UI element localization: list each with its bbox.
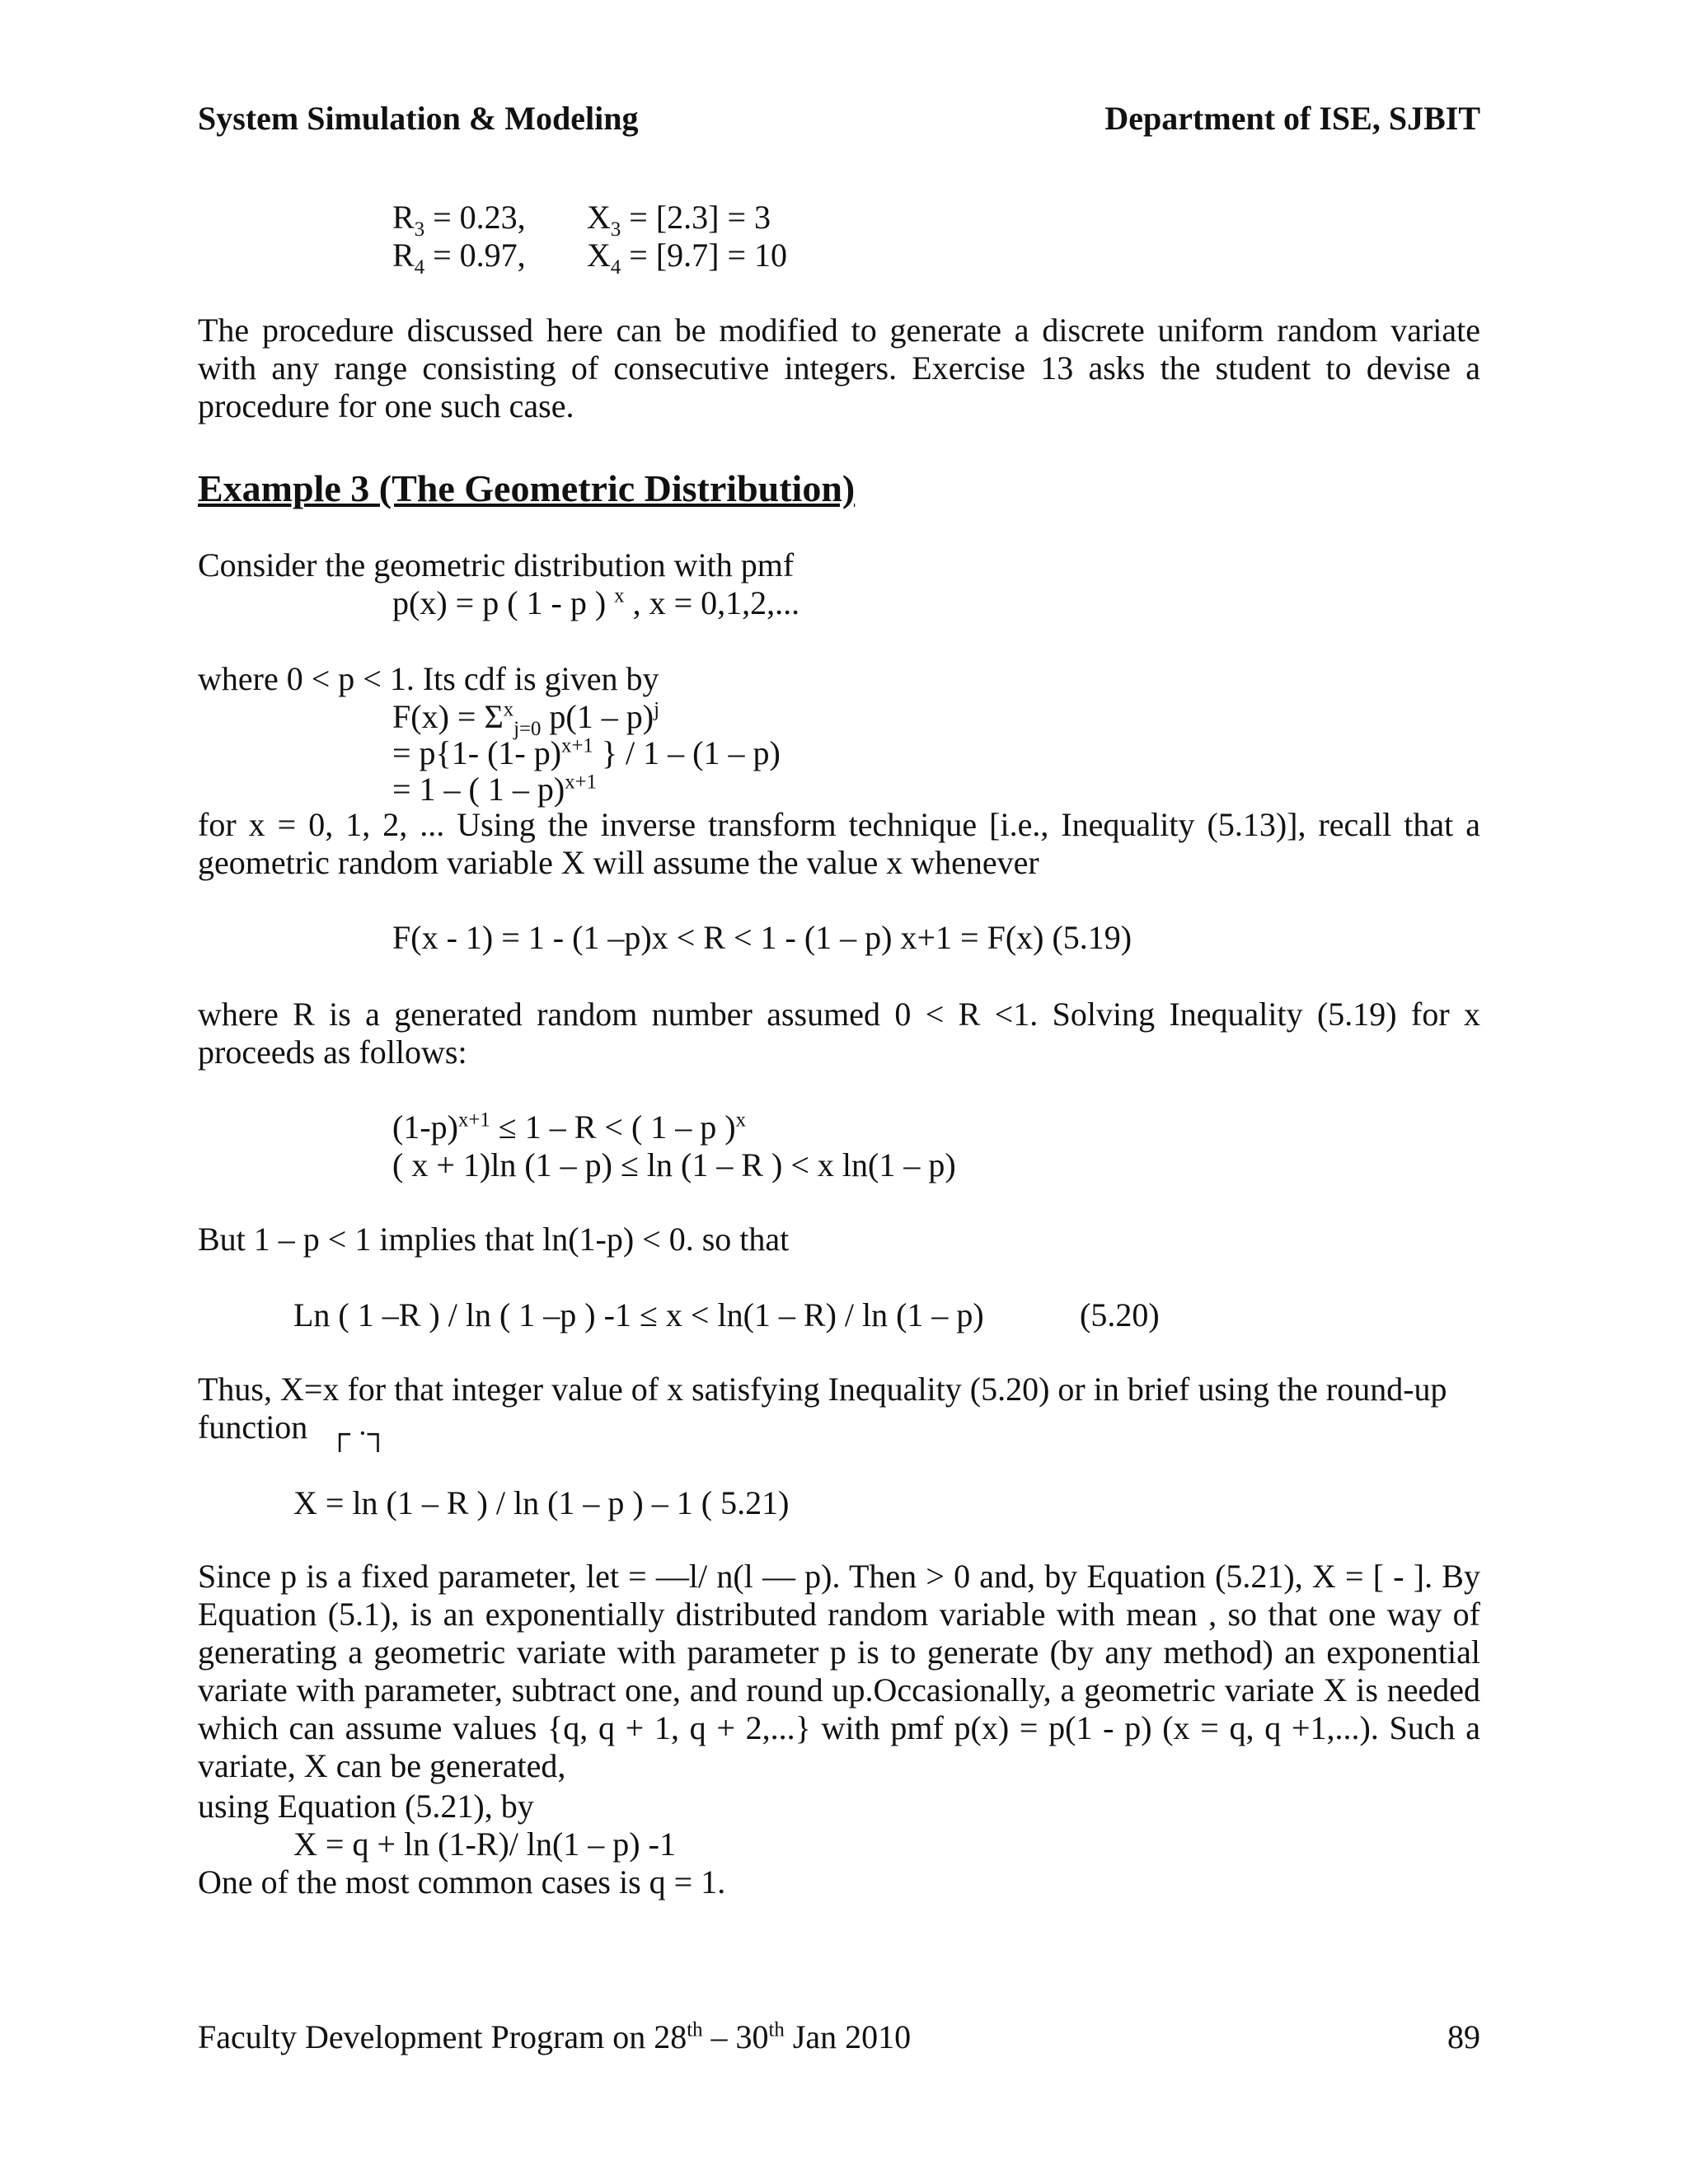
section-heading: Example 3 (The Geometric Distribution) [198,467,856,509]
paragraph-inverse-transform: for x = 0, 1, 2, ... Using the inverse transform technique [i.e., Inequality (5.13)], recall that a geometric random variable X will assume the value x whenever [198,806,1480,881]
paragraph-exponential-variate: Since p is a fixed parameter, let = —l/ n(l — p). Then > 0 and, by Equation (5.21), X = [ - ]. By Equation (5.1), is an exponentially distributed random variable with mean , so that one way of generating a geometric variate with parameter p is to generate (by any method) an exponential variate with parameter, subtract one, and round up.Occasionally, a geometric variate X is needed which can assume values {q, q + 1, q + 2,...} with pmf p(x) = p(1 - p) (x = q, q +1,...). Such a variate, X can be generated, [198,1558,1480,1784]
x3-value: $X_3 = [2.3] = 3$ [587,199,771,241]
inequality-line-1: $(1-p)^{x+1} \le 1 - R$ < ( 1 – p )$^x$ [392,1108,747,1146]
paragraph-round-up-line-2: function ┌ ·┐ [198,1408,389,1450]
paragraph-using-equation: using Equation (5.21), by [198,1788,534,1825]
x4-value: $X_4 = [9.7] = 10$ [587,237,788,279]
footer-program: Faculty Development Program on 28th – 30th Jan 2010 [198,2018,912,2055]
equation-5-20: Ln ( 1 –R ) / ln ( 1 –p ) -1 ≤ x < ln(1 – R) / ln (1 – p) [293,1296,984,1333]
round-up-symbol: ┌ ·┐ [329,1417,389,1450]
paragraph-discrete-uniform: The procedure discussed here can be modified to generate a discrete uniform random variate with any range consisting of consecutive integers. Exercise 13 asks the student to devise a procedure for one such case. [198,312,1480,424]
paragraph-common-case: One of the most common cases is q = 1. [198,1863,726,1900]
equation-5-21: X = ln (1 – R ) / ln (1 – p ) – 1 ( 5.21) [293,1484,790,1521]
cdf-formula-line-3: = 1 – ( 1 – p)$^{x+1}$ [392,771,597,808]
cdf-formula-line-2: = p{1- (1- p)$^{x+1}$ } / 1 – (1 – p) [392,734,781,771]
paragraph-solving-inequality: where R is a generated random number assumed 0 < R <1. Solving Inequality (5.19) for x proceeds as follows: [198,996,1480,1071]
equation-5-19: F(x - 1) = 1 - (1 –p)x < R < 1 - (1 – p) x+1 = F(x) (5.19) [392,919,1132,956]
page-number: 89 [1447,2018,1480,2055]
header-department: Department of ISE, SJBIT [1104,100,1480,137]
but-line: But 1 – p < 1 implies that ln(1-p) < 0. so that [198,1221,790,1258]
pmf-formula: p(x) = p ( 1 - p ) $^x$ , x = 0,1,2,... [392,584,800,621]
r4-value: $R_4 = 0.97$, [392,237,526,279]
header-course-title: System Simulation & Modeling [198,100,639,137]
pmf-intro: Consider the geometric distribution with pmf [198,546,795,583]
paragraph-round-up-line-1: Thus, X=x for that integer value of x satisfying Inequality (5.20) or in brief using the round-up [198,1371,1447,1408]
inequality-line-2: ( x + 1)ln (1 – p) ≤ ln (1 – R ) < x ln(1 – p) [392,1146,956,1183]
cdf-intro: where 0 < p < 1. Its cdf is given by [198,660,659,697]
equation-q-shift: X = q + ln (1-R)/ ln(1 – p) -1 [293,1825,676,1863]
r3-value: $R_3 = 0.23$, [392,199,526,241]
cdf-formula-line-1: $F(x) = \Sigma^x_{j=0}$ p(1 – p)$^j$ [392,698,659,740]
equation-5-20-number: (5.20) [1080,1296,1160,1333]
